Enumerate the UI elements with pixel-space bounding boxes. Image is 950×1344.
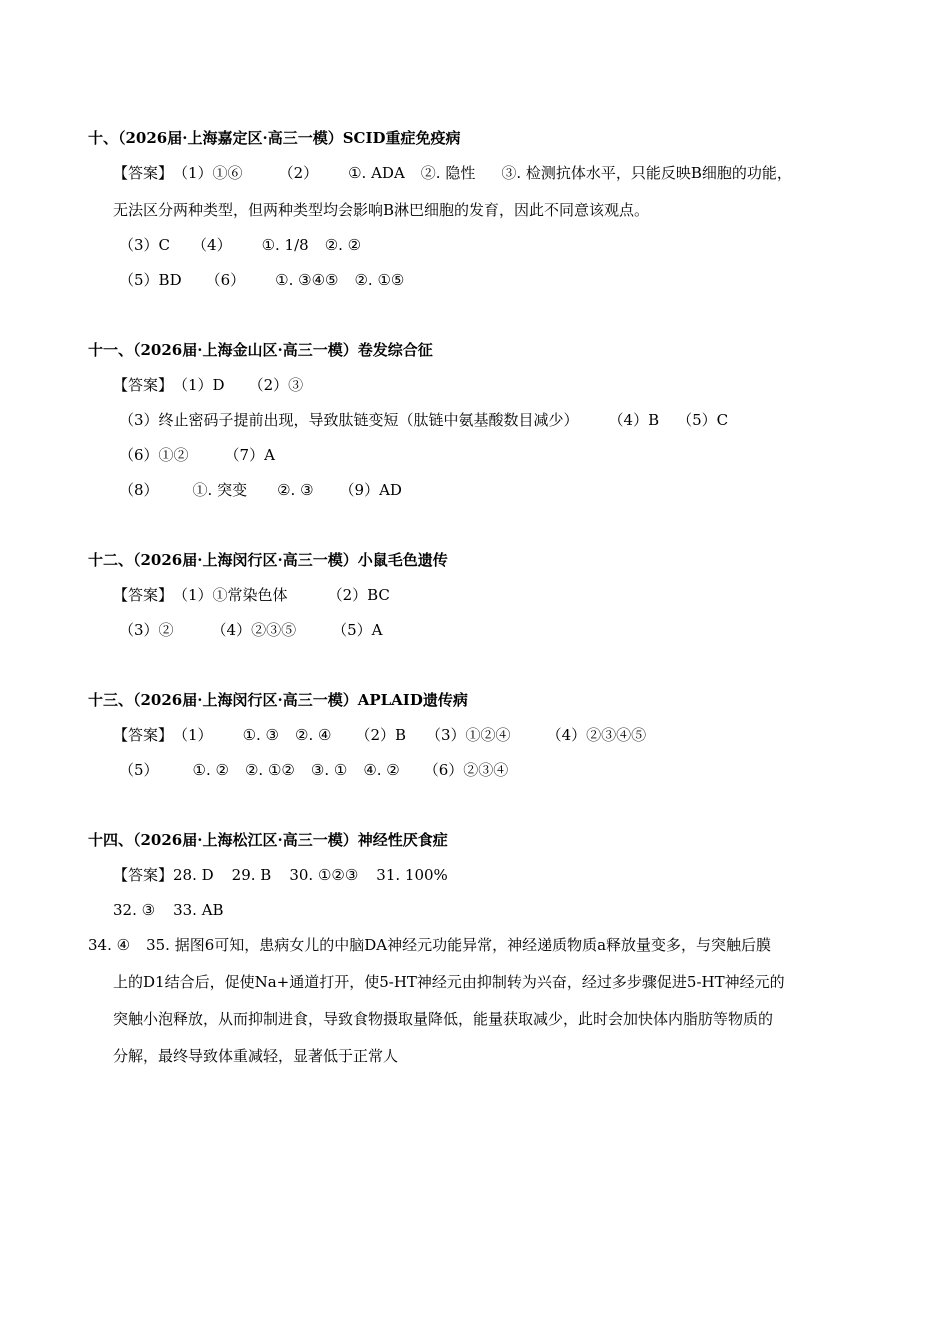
answer-line: 【答案】（1）D （2）③ [113, 376, 304, 394]
answer-line: 【答案】28. D 29. B 30. ①②③ 31. 100% [113, 866, 448, 884]
answer-line: （3）C （4） ①. 1/8 ②. ② [119, 236, 362, 254]
answer-label: 【答案】 [113, 586, 174, 604]
answer-line: （6）①② （7）A [119, 446, 275, 464]
answer-label: 【答案】 [113, 164, 174, 182]
answer-line: 分解，最终导致体重减轻，显著低于正常人 [113, 1047, 399, 1065]
answer-line: 【答案】（1） ①. ③ ②. ④ （2）B （3）①②④ （4）②③④⑤ [113, 726, 647, 744]
section-title: 十三、（2026届·上海闵行区·高三一模）APLAID遗传病 [88, 691, 468, 709]
section-title: 十、（2026届·上海嘉定区·高三一模）SCID重症免疫病 [88, 129, 461, 147]
answer-line: （5） ①. ② ②. ①② ③. ① ④. ② （6）②③④ [119, 761, 509, 779]
answer-line: （8） ①. 突变 ②. ③ （9）AD [119, 481, 402, 499]
answer-line: 34. ④ 35. 据图6可知，患病女儿的中脑DA神经元功能异常，神经递质物质a释放量变多，与突触后膜 [88, 936, 772, 954]
answer-line: 上的D1结合后，促使Na+通道打开，使5-HT神经元由抑制转为兴奋，经过多步骤促进5-HT神经元的 [113, 973, 785, 991]
section-title: 十一、（2026届·上海金山区·高三一模）卷发综合征 [88, 341, 433, 359]
answer-line: （5）BD （6） ①. ③④⑤ ②. ①⑤ [119, 271, 405, 289]
answer-line: 32. ③ 33. AB [113, 901, 224, 919]
answer-line: 突触小泡释放，从而抑制进食，导致食物摄取量降低，能量获取减少，此时会加快体内脂肪等物质的 [113, 1010, 774, 1028]
answer-label: 【答案】 [113, 726, 174, 744]
answer-line: 【答案】（1）①常染色体 （2）BC [113, 586, 390, 604]
answer-label: 【答案】 [113, 376, 174, 394]
answer-line: （3）终止密码子提前出现，导致肽链变短（肽链中氨基酸数目减少） （4）B （5）C [119, 411, 729, 429]
answer-label: 【答案】 [113, 866, 174, 884]
answer-line: 【答案】（1）①⑥ （2） ①. ADA ②. 隐性 ③. 检测抗体水平，只能反映B细胞的功能， [113, 164, 792, 182]
answer-line: （3）② （4）②③⑤ （5）A [119, 621, 383, 639]
section-title: 十二、（2026届·上海闵行区·高三一模）小鼠毛色遗传 [88, 551, 448, 569]
answer-line: 无法区分两种类型，但两种类型均会影响B淋巴细胞的发育，因此不同意该观点。 [113, 201, 650, 219]
section-title: 十四、（2026届·上海松江区·高三一模）神经性厌食症 [88, 831, 448, 849]
